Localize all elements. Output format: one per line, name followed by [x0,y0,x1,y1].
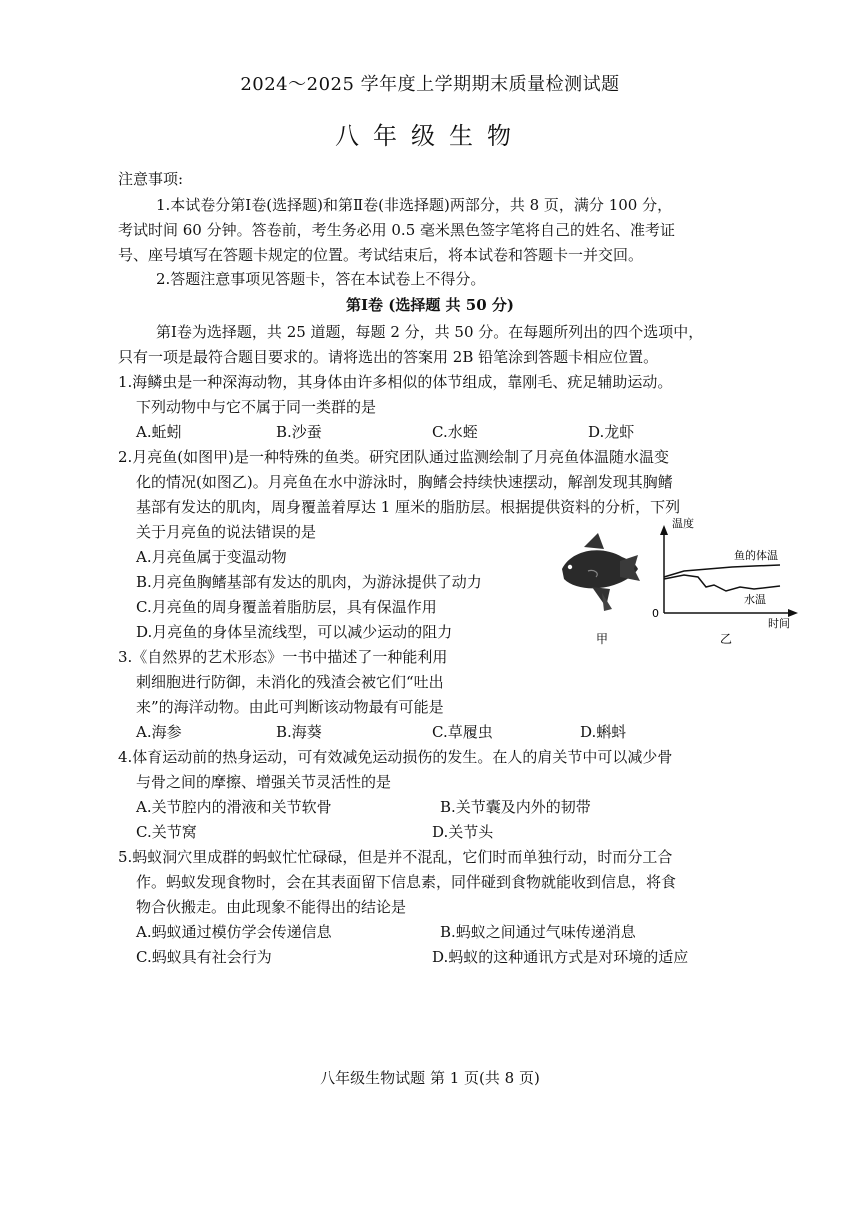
temperature-chart [652,516,798,630]
x-axis-label: 时间 [768,617,790,630]
q2-line1: 2.月亮鱼(如图甲)是一种特殊的鱼类。研究团队通过监测绘制了月亮鱼体温随水温变 [118,448,670,466]
q5-line2: 作。蚂蚁发现食物时，会在其表面留下信息素，同伴碰到食物就能收到信息，将食 [136,873,677,891]
q5-option-b: B.蚂蚁之间通过气味传递消息 [440,923,636,941]
notice-heading: 注意事项: [118,170,184,188]
section-intro-line2: 只有一项是最符合题目要求的。请将选出的答案用 2B 铅笔涂到答题卡相应位置。 [118,348,659,366]
q5-option-d: D.蚂蚁的这种通讯方式是对环境的适应 [432,948,689,966]
y-axis-arrow [660,525,668,535]
q2-option-d: D.月亮鱼的身体呈流线型，可以减少运动的阻力 [136,623,453,641]
q3-option-c: C.草履虫 [432,723,493,741]
q3-option-a: A.海参 [136,723,182,741]
q4-line1: 4.体育运动前的热身运动，可有效减免运动损伤的发生。在人的肩关节中可以减少骨 [118,748,673,766]
q4-option-c: C.关节窝 [136,823,197,841]
q4-option-d: D.关节头 [432,823,494,841]
q3-line2: 刺细胞进行防御，未消化的残渣会被它们“吐出 [136,673,444,691]
q2-line3: 基部有发达的肌肉，周身覆盖着厚达 1 厘米的脂肪层。根据提供资料的分析，下列 [136,498,681,516]
q3-option-d: D.蝌蚪 [580,723,627,741]
q2-option-c: C.月亮鱼的周身覆盖着脂肪层，具有保温作用 [136,598,437,616]
label-yi: 乙 [720,632,733,646]
q1-option-a: A.蚯蚓 [136,423,182,441]
q2-line4: 关于月亮鱼的说法错误的是 [136,523,317,541]
label-jia: 甲 [596,632,609,646]
q4-option-a: A.关节腔内的滑液和关节软骨 [136,798,332,816]
q1-option-d: D.龙虾 [588,423,635,441]
origin-label: 0 [652,607,659,620]
series-fish-temp-label: 鱼的体温 [734,549,778,562]
q1-option-c: C.水蛭 [432,423,478,441]
notice-p1-line2: 考试时间 60 分钟。答卷前，考生务必用 0.5 毫米黑色签字笔将自己的姓名、准考证 [118,221,676,239]
y-axis-label: 温度 [672,517,694,530]
q3-option-b: B.海葵 [276,723,322,741]
q4-line2: 与骨之间的摩擦、增强关节灵活性的是 [136,773,392,791]
exam-subject: 八年级生物 [335,122,525,150]
q2-line2: 化的情况(如图乙)。月亮鱼在水中游泳时，胸鳍会持续快速摆动，解剖发现其胸鳍 [136,473,673,491]
q4-option-b: B.关节囊及内外的韧带 [440,798,591,816]
q3-line3: 来”的海洋动物。由此可判断该动物最有可能是 [136,698,444,716]
exam-title: 2024～2025 学年度上学期期末质量检测试题 [240,74,620,95]
series-water-temp-line [664,575,780,591]
moonfish-illustration [562,533,640,611]
q1-option-b: B.沙蚕 [276,423,322,441]
page-footer: 八年级生物试题 第 1 页(共 8 页) [320,1069,540,1087]
q5-option-a: A.蚂蚁通过模仿学会传递信息 [136,923,332,941]
q2-option-a: A.月亮鱼属于变温动物 [136,548,287,566]
notice-p1-line3: 号、座号填写在答题卡规定的位置。考试结束后，将本试卷和答题卡一并交回。 [118,246,644,264]
q5-option-c: C.蚂蚁具有社会行为 [136,948,272,966]
section-heading: 第Ⅰ卷 (选择题 共 50 分) [346,296,514,314]
series-water-temp-label: 水温 [744,593,766,606]
q5-line1: 5.蚂蚁洞穴里成群的蚂蚁忙忙碌碌，但是并不混乱，它们时而单独行动，时而分工合 [118,848,673,866]
q1-line2: 下列动物中与它不属于同一类群的是 [136,398,377,416]
q2-figure [548,515,808,655]
q5-line3: 物合伙搬走。由此现象不能得出的结论是 [136,898,407,916]
q1-line1: 1.海鳞虫是一种深海动物，其身体由许多相似的体节组成，靠刚毛、疣足辅助运动。 [118,373,673,391]
notice-p2: 2.答题注意事项见答题卡，答在本试卷上不得分。 [156,270,486,288]
q2-option-b: B.月亮鱼胸鳍基部有发达的肌肉，为游泳提供了动力 [136,573,482,591]
notice-p1-line1: 1.本试卷分第Ⅰ卷(选择题)和第Ⅱ卷(非选择题)两部分，共 8 页，满分 100 分， [156,196,673,214]
q3-line1: 3.《自然界的艺术形态》一书中描述了一种能利用 [118,648,448,666]
x-axis-arrow [788,609,798,617]
section-intro-line1: 第Ⅰ卷为选择题，共 25 道题，每题 2 分，共 50 分。在每题所列出的四个选项中， [156,323,704,341]
